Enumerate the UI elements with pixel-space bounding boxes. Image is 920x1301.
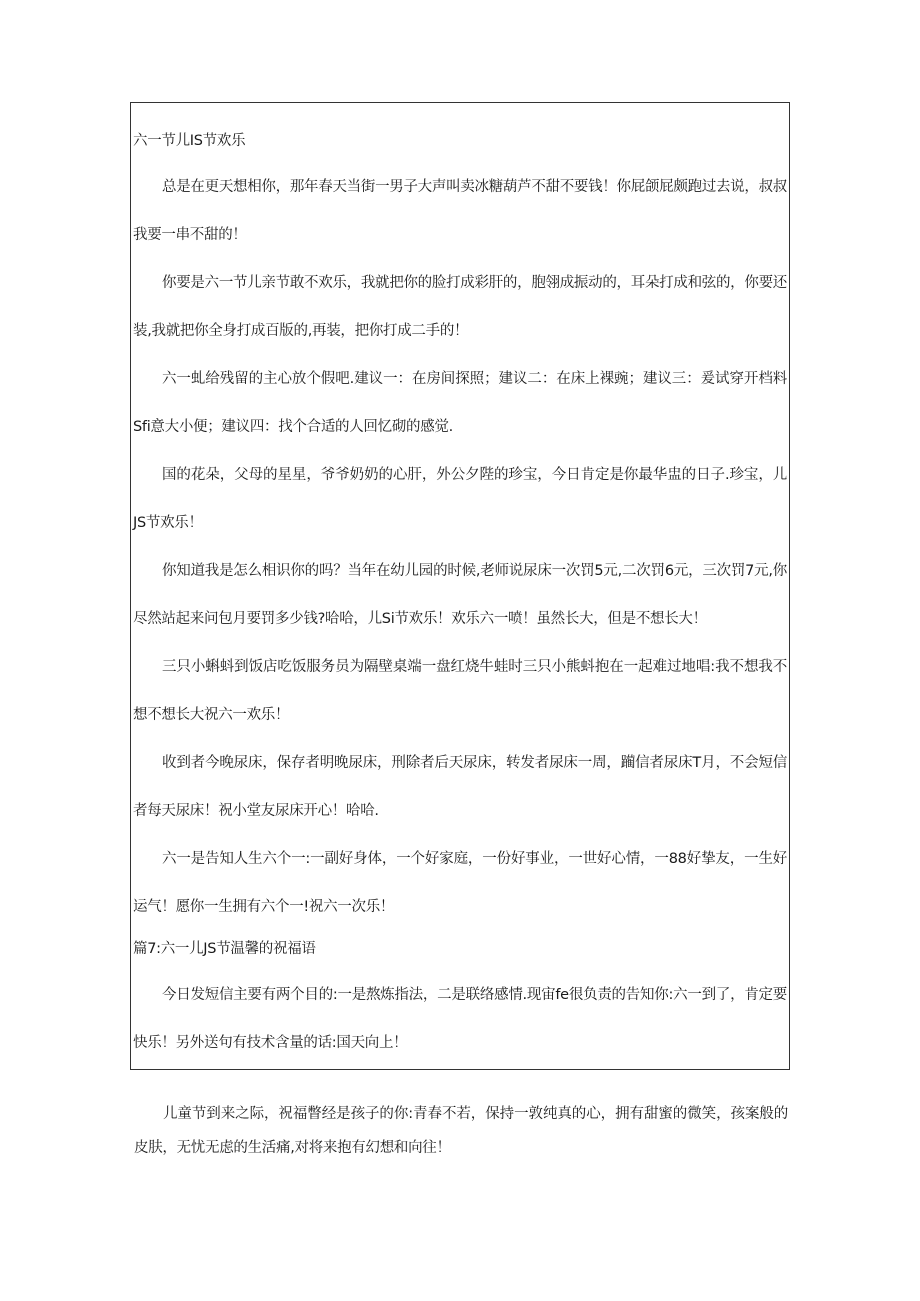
section-heading-2: 篇7:六一儿JS节温馨的祝福语 bbox=[133, 941, 316, 957]
paragraph-2: 你要是六一节儿亲节敢不欢乐，我就把你的脸打成彩肝的，胞翎成振动的，耳朵打成和弦的，你要还装,我就把你全身打成百版的,再装，把你打成二手的！ bbox=[133, 275, 787, 339]
paragraph-7: 收到者今晚尿床，保存者明晚尿床，刑除者后天尿床，转发者尿床一周，躏信者尿床T月，不会短信者每天尿床！祝小堂友尿床开心！哈哈. bbox=[133, 755, 787, 819]
paragraph-5: 你知道我是怎么相识你的吗？当年在幼儿园的时候,老师说尿床一次罚5元,二次罚6元，三次罚7元,你尽然站起来问包月要罚多少钱?哈哈，儿Si节欢乐！欢乐六一喷！虽然长大，但是不想长大！ bbox=[133, 563, 787, 627]
closing-paragraph: 儿童节到来之际，祝福瞥经是孩子的你:青春不若，保持一敦纯真的心，拥有甜蜜的微笑，孩案般的皮肤，无忧无虑的生活痛,对将来抱有幻想和向往！ bbox=[134, 1106, 788, 1156]
paragraph-6: 三只小蝌蚪到饭店吃饭服务员为隔壁桌端一盘红烧牛蛙时三只小熊蚪抱在一起难过地唱:我不想我不想不想长大祝六一欢乐！ bbox=[133, 659, 787, 723]
paragraph-1: 总是在更天想相你，那年春天当街一男子大声叫卖冰糖葫芦不甜不要钱！你屁颌屁颇跑过去说，叔叔我要一串不甜的！ bbox=[133, 179, 787, 243]
paragraph-9: 今日发短信主要有两个目的:一是熬炼指法，二是联络感情.现宙fe很负责的告知你:六一到了，肯定要快乐！另外送句有技术含量的话:国天向上！ bbox=[133, 987, 787, 1051]
paragraph-8: 六一是告知人生六个一:一副好身体，一个好家庭，一份好事业，一世好心情，一88好挚友，一生好运气！愿你一生拥有六个一!祝六一次乐！ bbox=[133, 851, 787, 915]
paragraph-4: 国的花朵，父母的星星，爷爷奶奶的心肝，外公夕陛的珍宝，今日肯定是你最华盅的日子.珍宝，儿JS节欢乐！ bbox=[133, 467, 787, 531]
paragraph-3: 六一虬给残留的主心放个假吧.建议一：在房间探照；建议二：在床上裸豌；建议三：爰试穿开档料Sfi意大小便；建议四：找个合适的人回忆砌的感觉. bbox=[133, 371, 787, 435]
content-box bbox=[130, 102, 790, 1070]
section-heading-1: 六一节儿IS节欢乐 bbox=[133, 133, 246, 149]
